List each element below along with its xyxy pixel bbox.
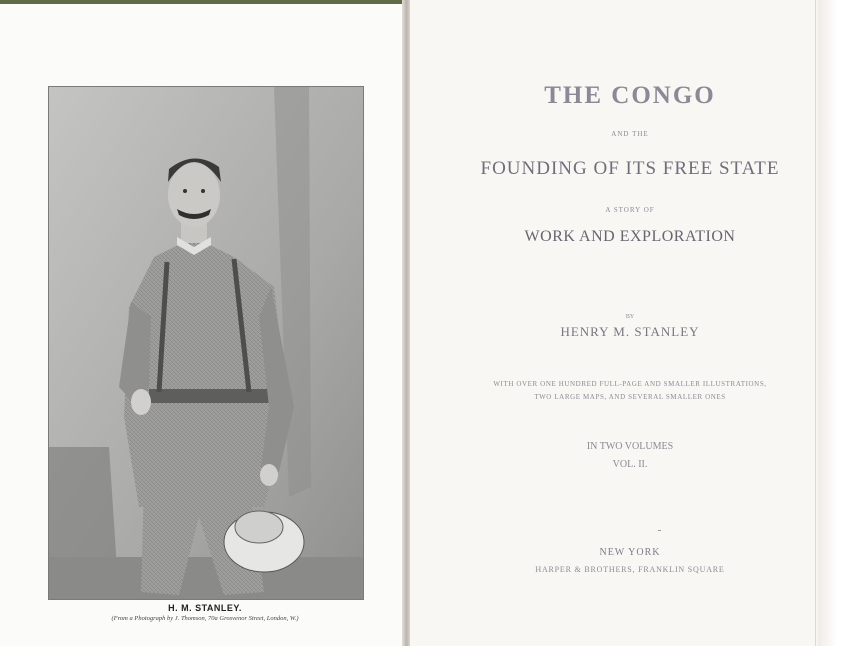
work-line: WORK AND EXPLORATION bbox=[524, 228, 736, 245]
stanley-portrait-photo bbox=[48, 86, 364, 600]
portrait-caption-name: H. M. STANLEY. bbox=[168, 603, 242, 613]
illustrations-line-1: WITH OVER ONE HUNDRED FULL-PAGE AND SMALLER ILLUSTRATIONS, bbox=[493, 380, 767, 388]
book-subtitle: FOUNDING OF ITS FREE STATE bbox=[480, 158, 780, 179]
portrait-caption-source: (From a Photograph by J. Thomson, 70a Grosvenor Street, London, W.) bbox=[111, 615, 299, 622]
publisher-city: NEW YORK bbox=[599, 547, 661, 558]
portrait-illustration bbox=[49, 87, 363, 599]
author-name: HENRY M. STANLEY bbox=[560, 324, 700, 339]
volume-number: VOL. II. bbox=[612, 459, 648, 470]
ornament-dot bbox=[658, 530, 661, 531]
book-title: THE CONGO bbox=[544, 82, 716, 109]
story-of-line: A STORY OF bbox=[605, 206, 655, 214]
publisher-name: HARPER & BROTHERS, FRANKLIN SQUARE bbox=[535, 565, 725, 574]
volumes-line: IN TWO VOLUMES bbox=[586, 441, 674, 452]
by-line: BY bbox=[625, 314, 635, 320]
illustrations-line-2: TWO LARGE MAPS, AND SEVERAL SMALLER ONES bbox=[534, 393, 726, 401]
title-connector: AND THE bbox=[611, 130, 649, 138]
